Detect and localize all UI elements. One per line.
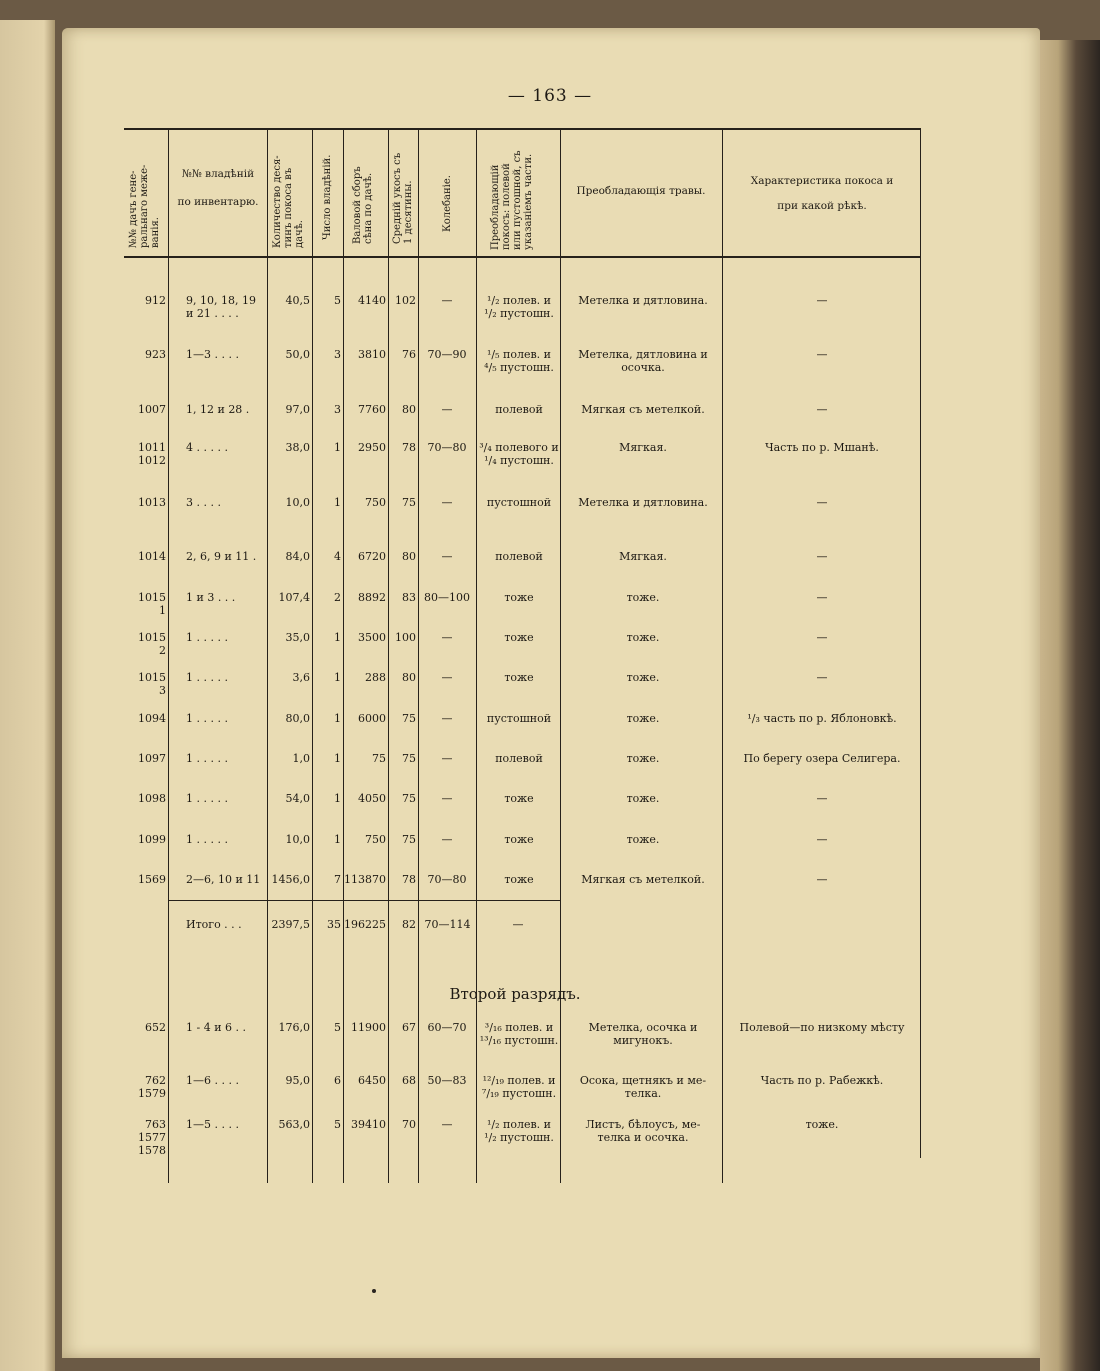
cell-kolebanie: — <box>441 550 453 563</box>
cell-pokos: полевой <box>495 752 543 765</box>
cell-desyatin: 107,4 <box>278 591 310 604</box>
cell-kolebanie: 70—90 <box>427 348 467 361</box>
cell-desyatin: 10,0 <box>285 496 310 509</box>
header-vladenii-sub: по инвентарю. <box>177 196 259 208</box>
cell-kolebanie: 70—80 <box>427 441 467 454</box>
cell-travy: тоже. <box>626 712 660 725</box>
cell-sbor: 6450 <box>358 1074 386 1087</box>
cell-vladenie: 1 . . . . . <box>186 712 228 725</box>
cell-dacha: 652 <box>145 1021 166 1034</box>
header-travy: Преобладающія травы. <box>576 185 706 197</box>
cell-chislo: 1 <box>334 752 341 765</box>
cell-char: — <box>816 294 828 307</box>
cell-desyatin: 84,0 <box>285 550 310 563</box>
header-ukos: Средній укосъ съ 1 десятины. <box>392 152 414 244</box>
cell-dacha: 763 1577 1578 <box>138 1118 166 1157</box>
cell-char: — <box>816 671 828 684</box>
cell-vladenie: 1—3 . . . . <box>186 348 239 361</box>
cell-pokos: тоже <box>504 873 534 886</box>
cell-travy: Мягкая съ метелкой. <box>581 403 705 416</box>
header-kolebanie: Колебаніе. <box>442 175 453 232</box>
cell-chislo: 2 <box>334 591 341 604</box>
cell-pokos: тоже <box>504 833 534 846</box>
cell-travy: тоже. <box>626 671 660 684</box>
cell-sbor: 2950 <box>358 441 386 454</box>
cell-vladenie: 2, 6, 9 и 11 . <box>186 550 257 563</box>
cell-desyatin: 1456,0 <box>271 873 310 886</box>
cell-kolebanie: — <box>441 833 453 846</box>
cell-vladenie: 1 . . . . . <box>186 631 228 644</box>
cell-ukos: 67 <box>402 1021 416 1034</box>
cell-char: — <box>816 550 828 563</box>
cell-vladenie: 1, 12 и 28 . <box>186 403 250 416</box>
cell-desyatin: 1,0 <box>292 752 310 765</box>
cell-kolebanie: — <box>441 671 453 684</box>
col-rule <box>560 128 561 1183</box>
cell-char: Полевой—по низкому мѣсту <box>739 1021 905 1034</box>
cell-kolebanie: — <box>441 496 453 509</box>
cell-pokos: тоже <box>504 671 534 684</box>
cell-desyatin: 10,0 <box>285 833 310 846</box>
cell-ukos: 78 <box>402 441 416 454</box>
cell-sbor: 3500 <box>358 631 386 644</box>
cell-travy: тоже. <box>626 752 660 765</box>
cell-dacha: 923 <box>145 348 166 361</box>
cell-dacha: 1007 <box>138 403 166 416</box>
cell-ukos: 102 <box>395 294 416 307</box>
cell-dacha: 1097 <box>138 752 166 765</box>
cell-vladenie: 1 и 3 . . . <box>186 591 236 604</box>
cell-dacha: 912 <box>145 294 166 307</box>
cell-desyatin: 563,0 <box>278 1118 310 1131</box>
cell-char: — <box>816 833 828 846</box>
cell-char: — <box>816 348 828 361</box>
cell-vladenie: 2—6, 10 и 11 <box>186 873 261 886</box>
cell-dacha: 1015 1 <box>138 591 166 617</box>
cell-travy: тоже. <box>626 631 660 644</box>
cell-sbor: 750 <box>365 496 386 509</box>
cell-pokos: тоже <box>504 792 534 805</box>
cell-chislo: 1 <box>334 833 341 846</box>
cell-kolebanie: 80—100 <box>424 591 470 604</box>
cell-ukos: 83 <box>402 591 416 604</box>
cell-kolebanie: — <box>441 752 453 765</box>
cell-pokos: пустошной <box>486 712 552 725</box>
cell-char: — <box>816 496 828 509</box>
cell-kolebanie: — <box>441 294 453 307</box>
cell-ukos: 78 <box>402 873 416 886</box>
cell-sbor: 11900 <box>351 1021 386 1034</box>
cell-sbor: 8892 <box>358 591 386 604</box>
cell-desyatin: 40,5 <box>285 294 310 307</box>
cell-vladenie: 1 . . . . . <box>186 792 228 805</box>
cell-chislo: 1 <box>334 496 341 509</box>
cell-ukos: 75 <box>402 833 416 846</box>
cell-desyatin: 97,0 <box>285 403 310 416</box>
cell-pokos: полевой <box>495 550 543 563</box>
header-chislo: Число владѣній. <box>322 154 333 240</box>
cell-travy: Листъ, бѣлоусъ, ме- телка и осочка. <box>585 1118 701 1144</box>
total-pokos: — <box>512 918 524 931</box>
cell-dacha: 1013 <box>138 496 166 509</box>
cell-travy: тоже. <box>626 591 660 604</box>
total-des: 2397,5 <box>271 918 310 931</box>
cell-ukos: 75 <box>402 752 416 765</box>
cell-vladenie: 3 . . . . <box>186 496 221 509</box>
cell-sbor: 75 <box>372 752 386 765</box>
cell-pokos: ¹²/₁₉ полев. и ⁷/₁₉ пустошн. <box>481 1074 557 1100</box>
cell-travy: Метелка и дятловина. <box>578 496 708 509</box>
header-sbor: Валовой сборъ сѣна по дачѣ. <box>352 166 374 244</box>
cell-travy: Осока, щетнякъ и ме- телка. <box>579 1074 707 1100</box>
cell-travy: тоже. <box>626 792 660 805</box>
cell-vladenie: 4 . . . . . <box>186 441 228 454</box>
cell-sbor: 3810 <box>358 348 386 361</box>
cell-ukos: 75 <box>402 792 416 805</box>
cell-ukos: 100 <box>395 631 416 644</box>
cell-char: — <box>816 792 828 805</box>
cell-desyatin: 38,0 <box>285 441 310 454</box>
total-num: 35 <box>327 918 341 931</box>
cell-kolebanie: — <box>441 792 453 805</box>
cell-travy: Мягкая. <box>619 441 667 454</box>
cell-char: Часть по р. Рабежкѣ. <box>760 1074 884 1087</box>
cell-ukos: 80 <box>402 550 416 563</box>
cell-pokos: ¹/₂ полев. и ¹/₂ пустошн. <box>484 1118 554 1144</box>
cell-ukos: 75 <box>402 496 416 509</box>
cell-char: тоже. <box>805 1118 839 1131</box>
cell-vladenie: 1 . . . . . <box>186 671 228 684</box>
cell-sbor: 6000 <box>358 712 386 725</box>
header-char-sub: при какой рѣкѣ. <box>777 200 867 212</box>
cell-vladenie: 1—5 . . . . <box>186 1118 239 1131</box>
cell-desyatin: 50,0 <box>285 348 310 361</box>
cell-desyatin: 95,0 <box>285 1074 310 1087</box>
total-label: Итого . . . <box>186 918 242 931</box>
col-rule <box>920 128 921 1158</box>
header-dacha: №№ дачъ гене- ральнаго меже- ванія. <box>128 164 161 248</box>
cell-dacha: 1098 <box>138 792 166 805</box>
cell-sbor: 4140 <box>358 294 386 307</box>
section-title: Второй разрядъ. <box>449 985 581 1003</box>
cell-pokos: тоже <box>504 631 534 644</box>
cell-char: По берегу озера Селигера. <box>743 752 901 765</box>
page-number: — 163 — <box>507 86 593 106</box>
cell-chislo: 5 <box>334 1118 341 1131</box>
cell-chislo: 1 <box>334 631 341 644</box>
cell-vladenie: 1 - 4 и 6 . . <box>186 1021 247 1034</box>
col-rule <box>168 128 169 1183</box>
cell-kolebanie: 60—70 <box>427 1021 467 1034</box>
cell-ukos: 70 <box>402 1118 416 1131</box>
cell-ukos: 75 <box>402 712 416 725</box>
cell-desyatin: 3,6 <box>292 671 310 684</box>
cell-pokos: ³/₁₆ полев. и ¹³/₁₆ пустошн. <box>479 1021 559 1047</box>
cell-chislo: 3 <box>334 403 341 416</box>
page-speck <box>372 1289 376 1293</box>
cell-pokos: ³/₄ полевого и ¹/₄ пустошн. <box>479 441 559 467</box>
total-ukos: 82 <box>402 918 416 931</box>
total-kol: 70—114 <box>424 918 471 931</box>
cell-dacha: 1099 <box>138 833 166 846</box>
cell-travy: Метелка, осочка и мигунокъ. <box>588 1021 698 1047</box>
total-sbor: 196225 <box>344 918 386 931</box>
cell-desyatin: 80,0 <box>285 712 310 725</box>
cell-sbor: 4050 <box>358 792 386 805</box>
cell-chislo: 5 <box>334 294 341 307</box>
cell-char: ¹/₃ часть по р. Яблоновкѣ. <box>747 712 897 725</box>
header-pokos: Преобладающій покосъ: полевой или пустошной, съ указаніемъ части. <box>490 150 534 250</box>
cell-chislo: 1 <box>334 792 341 805</box>
cell-desyatin: 176,0 <box>278 1021 310 1034</box>
cell-chislo: 6 <box>334 1074 341 1087</box>
cell-desyatin: 54,0 <box>285 792 310 805</box>
cell-dacha: 1569 <box>138 873 166 886</box>
cell-kolebanie: — <box>441 403 453 416</box>
total-rule <box>168 900 560 901</box>
cell-kolebanie: 70—80 <box>427 873 467 886</box>
cell-dacha: 1011 1012 <box>138 441 166 467</box>
cell-sbor: 288 <box>365 671 386 684</box>
cell-kolebanie: — <box>441 1118 453 1131</box>
cell-travy: Метелка, дятловина и осочка. <box>578 348 708 374</box>
cell-pokos: пустошной <box>486 496 552 509</box>
cell-travy: тоже. <box>626 833 660 846</box>
cell-ukos: 80 <box>402 671 416 684</box>
cell-kolebanie: 50—83 <box>427 1074 467 1087</box>
header-bottom-rule <box>124 256 921 258</box>
cell-chislo: 1 <box>334 671 341 684</box>
cell-kolebanie: — <box>441 712 453 725</box>
cell-vladenie: 1 . . . . . <box>186 833 228 846</box>
cell-dacha: 1015 3 <box>138 671 166 697</box>
cell-kolebanie: — <box>441 631 453 644</box>
cell-ukos: 68 <box>402 1074 416 1087</box>
cell-sbor: 7760 <box>358 403 386 416</box>
cell-travy: Мягкая съ метелкой. <box>581 873 705 886</box>
cell-chislo: 4 <box>334 550 341 563</box>
cell-dacha: 1094 <box>138 712 166 725</box>
cell-chislo: 1 <box>334 441 341 454</box>
cell-desyatin: 35,0 <box>285 631 310 644</box>
cell-dacha: 1014 <box>138 550 166 563</box>
cell-sbor: 750 <box>365 833 386 846</box>
cell-pokos: тоже <box>504 591 534 604</box>
cell-char: — <box>816 403 828 416</box>
cell-pokos: полевой <box>495 403 543 416</box>
cell-ukos: 76 <box>402 348 416 361</box>
cell-char: — <box>816 873 828 886</box>
cell-pokos: ¹/₅ полев. и ⁴/₅ пустошн. <box>484 348 554 374</box>
cell-sbor: 39410 <box>351 1118 386 1131</box>
cell-dacha: 762 1579 <box>138 1074 166 1100</box>
header-desyatin: Количество деся- тинъ покоса въ дачѣ. <box>272 155 305 248</box>
cell-dacha: 1015 2 <box>138 631 166 657</box>
cell-chislo: 5 <box>334 1021 341 1034</box>
cell-chislo: 1 <box>334 712 341 725</box>
cell-vladenie: 1 . . . . . <box>186 752 228 765</box>
cell-sbor: 113870 <box>344 873 386 886</box>
cell-chislo: 7 <box>334 873 341 886</box>
cell-char: Часть по р. Мшанѣ. <box>765 441 879 454</box>
cell-vladenie: 9, 10, 18, 19 и 21 . . . . <box>186 294 256 320</box>
cell-travy: Метелка и дятловина. <box>578 294 708 307</box>
cell-char: — <box>816 631 828 644</box>
cell-chislo: 3 <box>334 348 341 361</box>
cell-ukos: 80 <box>402 403 416 416</box>
cell-sbor: 6720 <box>358 550 386 563</box>
cell-travy: Мягкая. <box>619 550 667 563</box>
cell-char: — <box>816 591 828 604</box>
header-vladenii: №№ владѣній <box>181 168 255 180</box>
header-char: Характеристика покоса и <box>750 175 894 187</box>
cell-pokos: ¹/₂ полев. и ¹/₂ пустошн. <box>484 294 554 320</box>
cell-vladenie: 1—6 . . . . <box>186 1074 239 1087</box>
